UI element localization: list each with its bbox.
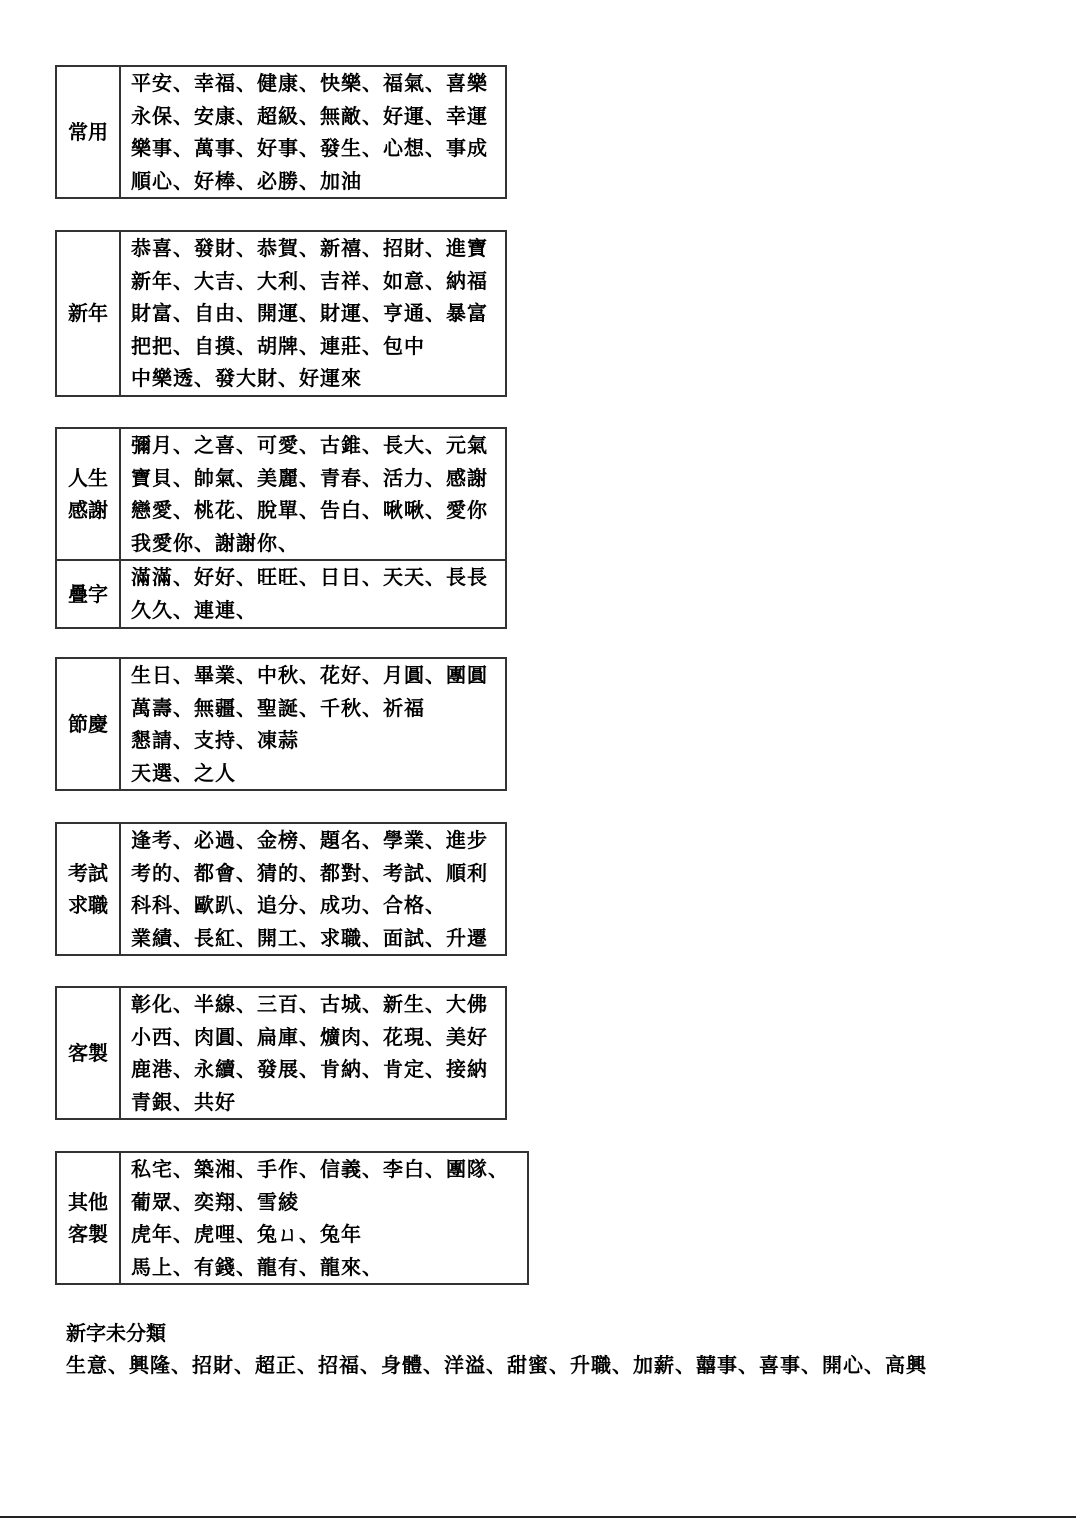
- word-line: 中樂透、發大財、好運來: [131, 366, 362, 391]
- word-table-other-custom: [55, 1151, 529, 1285]
- word-table-new-year: [55, 230, 507, 397]
- word-line: 彰化、半線、三百、古城、新生、大佛: [131, 992, 488, 1016]
- word-line: 財富、自由、開運、財運、亨通、暴富: [131, 301, 488, 326]
- word-line: 恭喜、發財、恭賀、新禧、招財、進寶: [131, 236, 488, 260]
- category-label: 疊字: [56, 560, 120, 627]
- word-line: 虎年、虎哩、兔ㄩ、兔年: [131, 1222, 362, 1247]
- word-line: 滿滿、好好、旺旺、日日、天天、長長: [131, 565, 488, 590]
- word-line: 小西、肉圓、扁庫、爌肉、花現、美好: [131, 1024, 488, 1049]
- word-line: 葡眾、奕翔、雪綾: [131, 1189, 299, 1214]
- word-list: [120, 823, 506, 955]
- word-line: 順心、好棒、必勝、加油: [131, 168, 362, 193]
- word-line: 私宅、築湘、手作、信義、李白、團隊、: [131, 1157, 509, 1181]
- word-list: [120, 428, 506, 560]
- word-table-custom: [55, 986, 507, 1120]
- word-table-exam-job: [55, 822, 507, 956]
- category-label: 人生 感謝: [56, 428, 120, 560]
- word-line: 久久、連連、: [131, 597, 257, 622]
- word-line: 青銀、共好: [131, 1089, 236, 1114]
- word-list: [120, 987, 506, 1119]
- word-line: 考的、都會、猜的、都對、考試、順利: [131, 860, 488, 885]
- word-table-common: [55, 65, 507, 199]
- word-line: 懇請、支持、凍蒜: [131, 728, 299, 753]
- word-line: 業績、長紅、開工、求職、面試、升遷: [131, 925, 488, 950]
- word-line: 永保、安康、超級、無敵、好運、幸運: [131, 103, 488, 128]
- page-bottom-divider: [0, 1516, 1076, 1518]
- word-line: 寶貝、帥氣、美麗、青春、活力、感謝: [131, 465, 488, 490]
- word-line: 我愛你、謝謝你、: [131, 530, 299, 555]
- word-line: 天選、之人: [131, 760, 236, 785]
- category-label: 其他 客製: [56, 1152, 120, 1284]
- uncategorized-heading: 新字未分類: [66, 1321, 166, 1345]
- uncategorized-words: 生意、興隆、招財、超正、招福、身體、洋溢、甜蜜、升職、加薪、囍事、喜事、開心、高興: [66, 1353, 927, 1377]
- word-table-life-thanks: [55, 427, 507, 629]
- word-line: 樂事、萬事、好事、發生、心想、事成: [131, 136, 488, 161]
- category-label: 常用: [56, 66, 120, 198]
- category-label: 節慶: [56, 658, 120, 790]
- word-line: 萬壽、無疆、聖誕、千秋、祈福: [131, 695, 425, 720]
- category-label: 客製: [56, 987, 120, 1119]
- word-line: 新年、大吉、大利、吉祥、如意、納福: [131, 268, 488, 293]
- word-line: 生日、畢業、中秋、花好、月圓、團圓: [131, 663, 488, 687]
- word-line: 鹿港、永續、發展、肯納、肯定、接納: [131, 1057, 488, 1082]
- word-list: [120, 66, 506, 198]
- word-line: 平安、幸福、健康、快樂、福氣、喜樂: [131, 71, 488, 95]
- word-line: 把把、自摸、胡牌、連莊、包中: [131, 333, 425, 358]
- word-line: 戀愛、桃花、脫單、告白、啾啾、愛你: [131, 498, 488, 523]
- word-line: 馬上、有錢、龍有、龍來、: [131, 1254, 383, 1279]
- word-list: [120, 658, 506, 790]
- word-list: [120, 231, 506, 396]
- category-label: 考試 求職: [56, 823, 120, 955]
- word-table-festival: [55, 657, 507, 791]
- word-list: [120, 1152, 528, 1284]
- word-line: 彌月、之喜、可愛、古錐、長大、元氣: [131, 433, 488, 457]
- word-line: 科科、歐趴、追分、成功、合格、: [131, 893, 446, 918]
- word-list: [120, 560, 506, 627]
- word-line: 逢考、必過、金榜、題名、學業、進步: [131, 828, 488, 852]
- category-label: 新年: [56, 231, 120, 396]
